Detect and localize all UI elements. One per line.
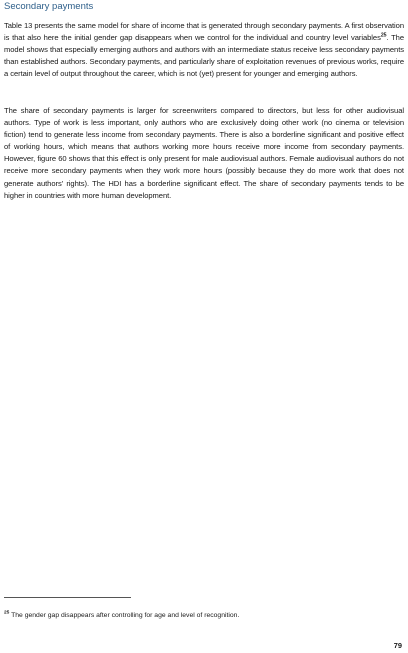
footnote <box>4 611 239 620</box>
footnote-reference[interactable]: 25 <box>380 32 387 39</box>
body-paragraph-1 <box>4 20 404 80</box>
body-paragraph-2: The share of secondary payments is larger for screenwriters compared to directors, but less for other audiovisual authors. Type of work is less important, only authors who are exclusively doing other work (no cinema or television fiction) tend to generate less income from secondary payments. There is also a borderline significant and positive effect of working hours, which means that authors working more hours receive more income from secondary payments. However, figure 60 shows that this effect is only present for male audiovisual authors. Female audiovisual authors do not receive more secondary payments when they work more hours (possibly because they do more work that does not generate authors’ rights). The HDI has a borderline significant effect. The share of secondary payments tends to be higher in countries with more human development. <box>4 106 404 200</box>
footnote-separator <box>4 597 131 598</box>
paragraph-1-text-a: Table 13 presents the same model for share of income that is generated through secondary payments. A first observation is that also here the initial gender gap disappears when we control for the individual and country level variables <box>4 21 404 43</box>
footnote-number: 25 <box>4 610 10 616</box>
section-heading: Secondary payments <box>4 1 94 12</box>
footnote-text: The gender gap disappears after controlling for age and level of recognition. <box>9 612 240 619</box>
page-number: 79 <box>393 641 402 650</box>
paragraph-1-text-b: . The model shows that especially emerging authors and authors with an intermediate status receive less secondary payments than established authors. Secondary payments, and particularly share of exploitation revenues of previous works, require a certain level of output throughout the career, which is not (yet) present for younger and emerging authors. <box>4 33 404 79</box>
